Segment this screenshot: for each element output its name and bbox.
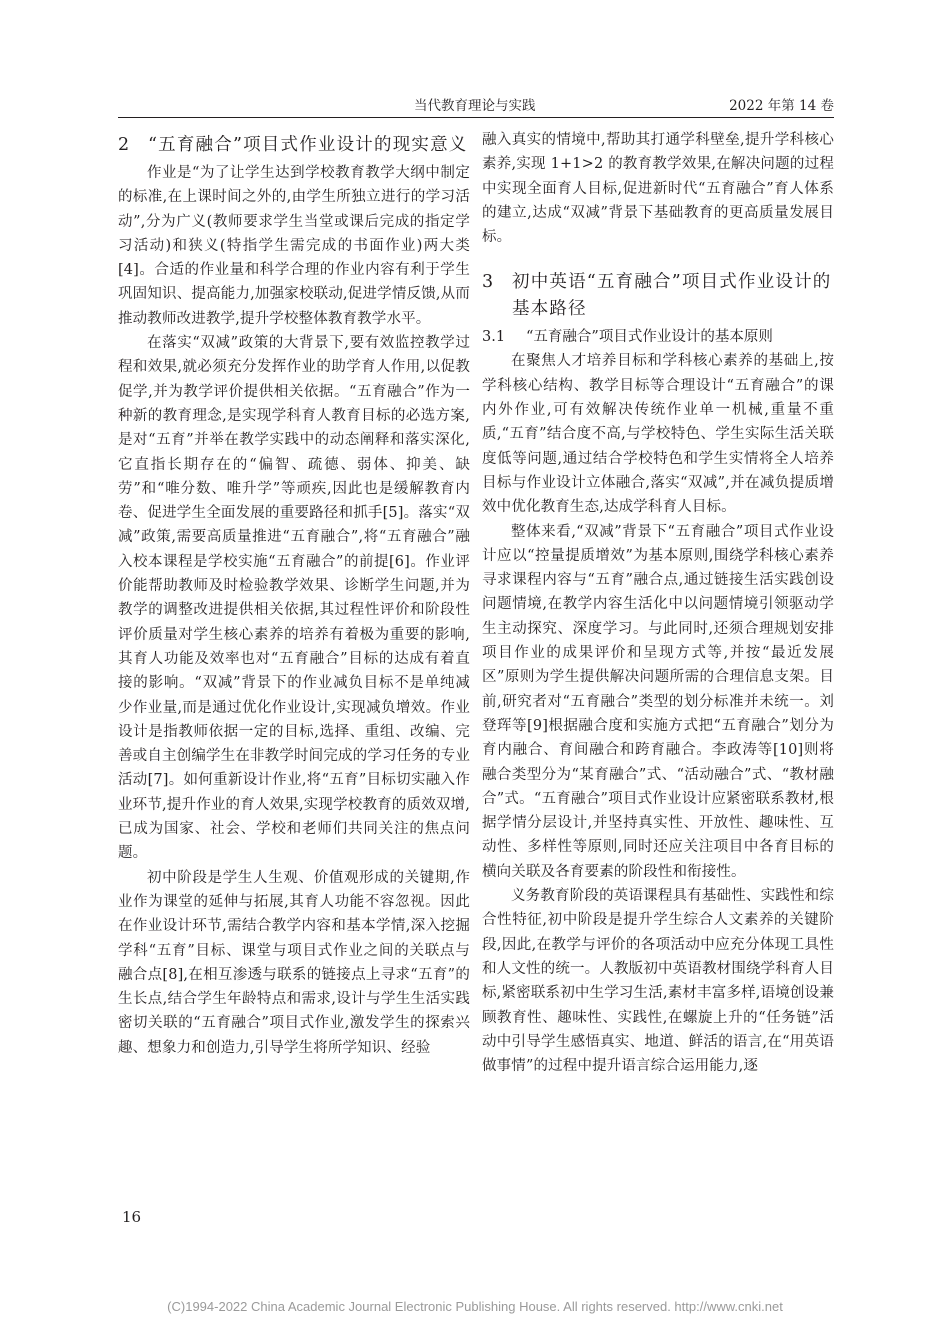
journal-title: 当代教育理论与实践 [414,98,536,114]
section-number: 2 [118,135,131,155]
paragraph: 整体来看,“双减”背景下“五育融合”项目式作业设计应以“控量提质增效”为基本原则,围绕学科核心素养寻求课程内容与“五育”融合点,通过链接生活实践创设问题情境,在教学内容生活化中以问题情境引领驱动学生主动探究、深度学习。与此同时,还须合理规划安排项目作业的成果评价和呈现方式等,并按“最近发展区”原则为学生提供解决问题所需的合理信息支架。目前,研究者对“五育融合”类型的划分标准并未统一。刘登珲等[9]根据融合度和实施方式把“五育融合”划分为育内融合、育间融合和跨育融合。李政涛等[10]则将融合类型分为“某育融合”式、“活动融合”式、“教材融合”式。“五育融合”项目式作业设计应紧密联系教材,根据学情分层设计,并坚持真实性、开放性、趣味性、互动性、多样性等原则,同时还应关注项目中各育目标的横向关联及各育要素的阶段性和衔接性。 [482,523,834,880]
section-number: 3 [482,272,495,293]
section-title: “五育融合”项目式作业设计的现实意义 [148,135,468,155]
section-2-heading [118,132,470,159]
paragraph: 作业是“为了让学生达到学校教育教学大纲中制定的标准,在上课时间之外的,由学生所独立进行的学习活动”,分为广义(教师要求学生当堂或课后完成的指定学习活动)和狭义(特指学生需完成的书面作业)两大类[4]。合适的作业量和科学合理的作业内容有利于学生巩固知识、提高能力,加强家校联动,促进学情反馈,从而推动教师改进教学,提升学校整体教育教学水平。 [118,165,470,327]
header-rule [118,117,834,118]
subsection-number: 3.1 [482,329,506,346]
paragraph: 初中阶段是学生人生观、价值观形成的关键期,作业作为课堂的延伸与拓展,其育人功能不容忽视。因此在作业设计环节,需结合教学内容和基本学情,深入挖掘学科“五育”目标、课堂与项目式作业之间的关联点与融合点[8],在相互渗透与联系的链接点上寻求“五育”的生长点,结合学生年龄特点和需求,设计与学生生活实践密切关联的“五育融合”项目式作业,激发学生的探索兴趣、想象力和创造力,引导学生将所学知识、经验 [118,869,470,1056]
paragraph-continuation: 融入真实的情境中,帮助其打通学科壁垒,提升学科核心素养,实现 1+1>2 的教育教学效果,在解决问题的过程中实现全面育人目标,促进新时代“五育融合”育人体系的建立,达成“双减”背景下基础教育的更高质量发展目标。 [482,132,834,246]
copyright-notice: (C)1994-2022 China Academic Journal Electronic Publishing House. All rights reserved. http://www.cnki.net [167,1299,783,1314]
section-3-heading [482,269,834,323]
paragraph: 在聚焦人才培养目标和学科核心素养的基础上,按学科核心结构、教学目标等合理设计“五育融合”的课内外作业,可有效解决传统作业单一机械,重量不重质,“五育”结合度不高,与学校特色、学生实际生活关联度低等问题,通过结合学校特色和学生实情将全人培养目标与作业设计立体融合,落实“双减”,并在减负提质增效中优化教育生态,达成学科育人目标。 [482,353,834,516]
left-column [118,128,470,1060]
journal-issue: 2022 年第 14 卷 [729,98,834,114]
subsection-title: “五育融合”项目式作业设计的基本原则 [526,329,773,346]
paragraph: 在落实“双减”政策的大背景下,要有效监控教学过程和效果,就必须充分发挥作业的助学育人作用,以促教促学,并为教学评价提供相关依据。“五育融合”作为一种新的教育理念,是实现学科育人教育目标的必选方案,是对“五育”并举在教学实践中的动态阐释和落实深化,它直指长期存在的“偏智、疏德、弱体、抑美、缺劳”和“唯分数、唯升学”等顽疾,因此也是缓解教育内卷、促进学生全面发展的重要路径和抓手[5]。落实“双减”政策,需要高质量推进“五育融合”,将“五育融合”融入校本课程是学校实施“五育融合”的前提[6]。作业评价能帮助教师及时检验教学效果、诊断学生问题,并为教学的调整改进提供相关依据,其过程性评价和阶段性评价质量对学生核心素养的培养有着极为重要的影响,其育人功能及效率也对“五育融合”目标的达成有着直接的影响。“双减”背景下的作业减负目标不是单纯减少作业量,而是通过优化作业设计,实现减负增效。作业设计是指教师依据一定的目标,选择、重组、改编、完善或自主创编学生在非教学时间完成的学习任务的专业活动[7]。如何重新设计作业,将“五育”目标切实融入作业环节,提升作业的育人效果,实现学校教育的质效双增,已成为国家、社会、学校和老师们共同关注的焦点问题。 [118,335,470,862]
subsection-3-1-heading [482,325,834,349]
running-header [118,92,834,114]
right-column [482,128,834,1078]
paragraph: 义务教育阶段的英语课程具有基础性、实践性和综合性特征,初中阶段是提升学生综合人文素养的关键阶段,因此,在教学与评价的各项活动中应充分体现工具性和人文性的统一。人教版初中英语教材围绕学科育人目标,紧密联系初中生学习生活,素材丰富多样,语境创设兼顾教育性、趣味性、实践性,在螺旋上升的“任务链”活动中引导学生感悟真实、地道、鲜活的语言,在“用英语做事情”的过程中提升语言综合运用能力,逐 [482,888,834,1075]
section-title: 初中英语“五育融合”项目式作业设计的基本路径 [512,272,832,320]
page-number: 16 [122,1208,142,1226]
